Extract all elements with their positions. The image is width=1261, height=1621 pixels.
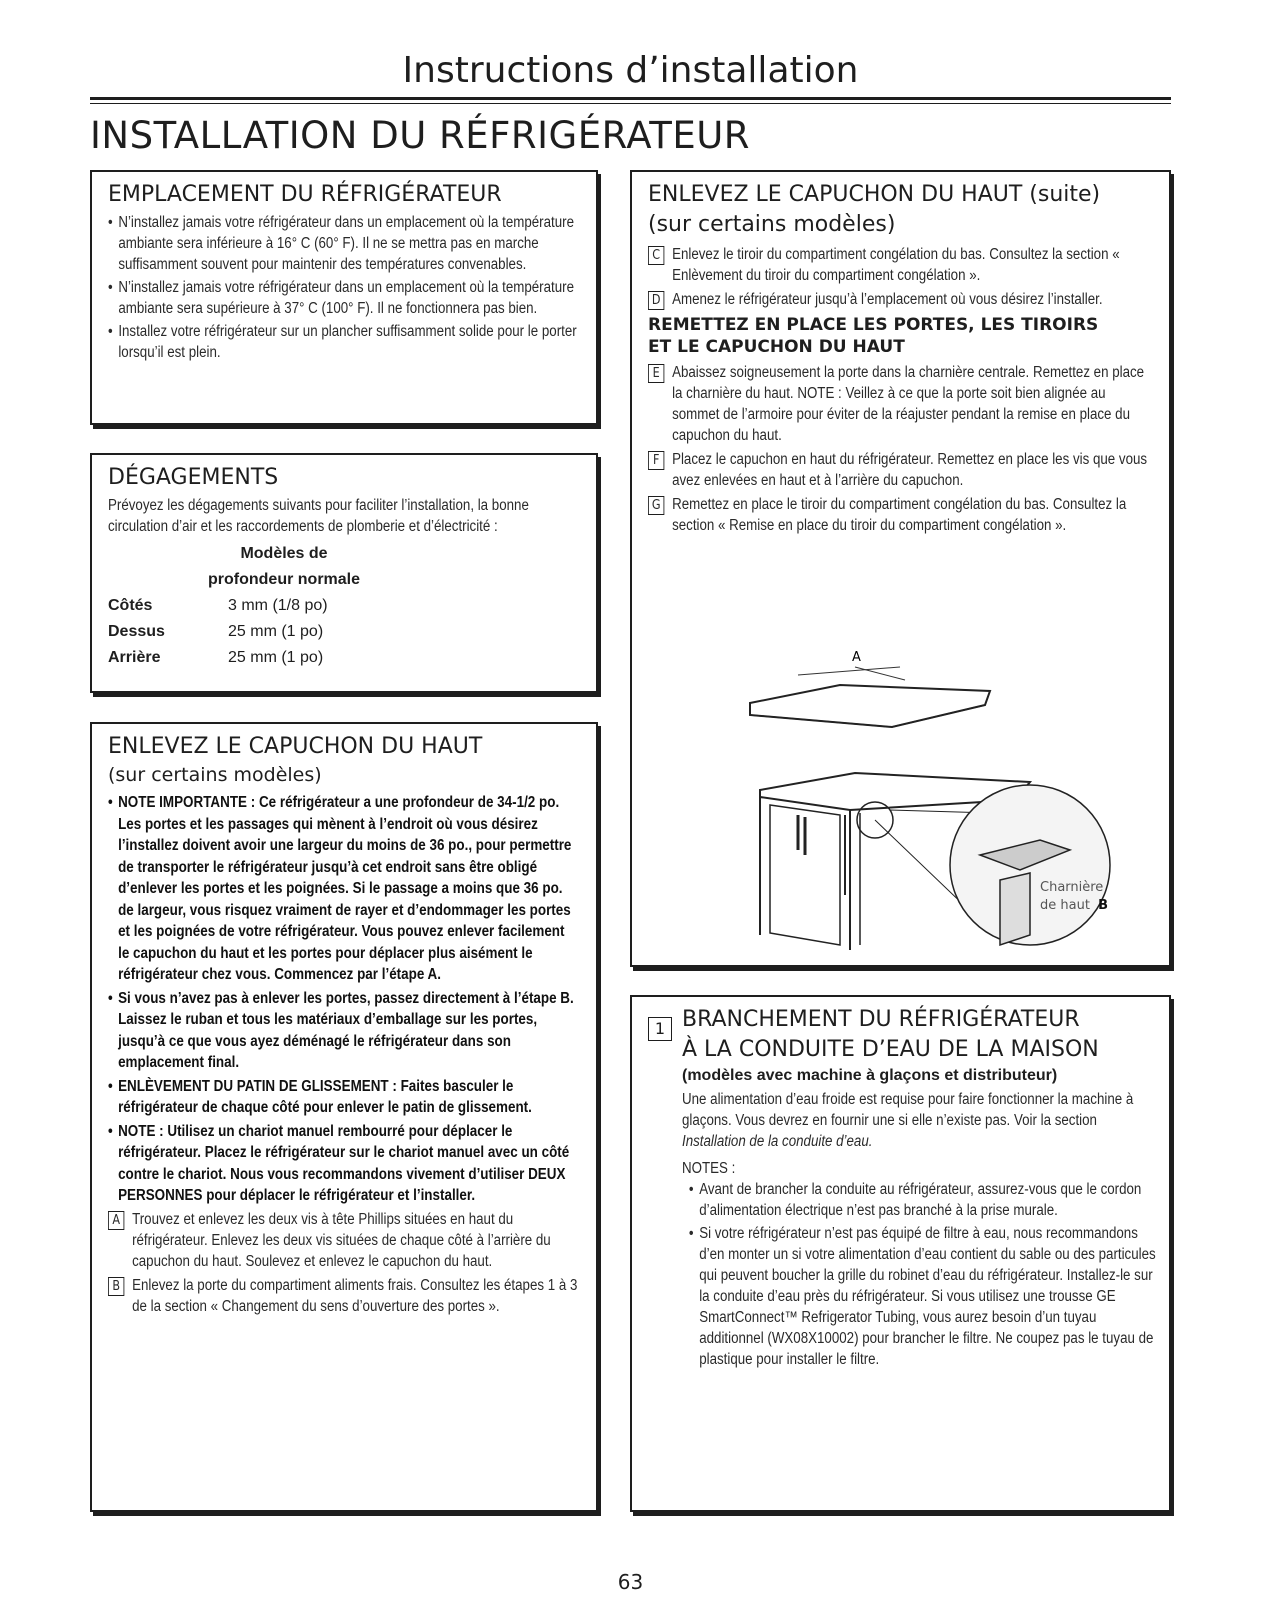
list-item: • Si votre réfrigérateur n’est pas équipé de filtre à eau, nous recommandons d’en monter un si votre alimentation d’eau contient du sable ou des particules qui peuvent boucher la grille du robinet d’eau du réfrigérateur. Installez-le sur la conduite d’eau près du réfrigérateur. Si vous utilisez une trousse GE SmartConnect™ Refrigerator Tubing, vous aurez besoin d’un tuyau additionnel (WX08X10002) pour brancher le filtre. Ne coupez pas le tuyau de plastique pour installer le filtre.: [689, 1223, 1159, 1370]
figure-label-a: A: [852, 650, 861, 665]
refrigerator-figure: [740, 645, 1120, 960]
step-a: [108, 1209, 579, 1272]
section-number: 1: [648, 1017, 672, 1041]
step-text: Trouvez et enlevez les deux vis à tête Phillips situées en haut du réfrigérateur. Enlevez les deux vis situées de chaque côté à l’arrière du capuchon du haut. Soulevez et enlevez le capuchon du haut.: [132, 1210, 551, 1270]
branchement-notes: [682, 1179, 1159, 1370]
intro-text: Une alimentation d’eau froide est requise pour faire fonctionner la machine à glaçons. Vous devrez en fournir une si elle n’existe pas. Voir la section: [682, 1091, 1134, 1129]
degagements-box: [90, 453, 598, 693]
row-value: 25 mm (1 po): [228, 623, 324, 640]
degagements-title: DÉGAGEMENTS: [108, 465, 279, 490]
table-row: [108, 619, 360, 645]
step-text: Remettez en place le tiroir du compartiment congélation du bas. Consultez la section « Remise en place du tiroir du compartiment congélation ».: [672, 496, 1127, 534]
branchement-box: [630, 995, 1171, 1512]
header-rule: [90, 97, 1171, 100]
step-b: [108, 1275, 579, 1317]
step-letter: C: [648, 246, 664, 265]
hinge-label-line-2: [1040, 898, 1108, 913]
suite-title: ENLEVEZ LE CAPUCHON DU HAUT (suite): [648, 182, 1101, 207]
list-item: • Avant de brancher la conduite au réfrigérateur, assurez-vous que le cordon d’alimentation électrique n’est pas branché à la prise murale.: [689, 1179, 1159, 1221]
col-header-line-1: Modèles de: [240, 545, 328, 562]
running-header: Instructions d’installation: [402, 50, 859, 91]
step-letter: D: [648, 291, 664, 310]
step-letter: A: [108, 1211, 124, 1230]
step-letter: G: [648, 496, 664, 515]
remettez-title: [648, 314, 1153, 358]
header-rule-thin: [90, 103, 1171, 104]
remettez-steps: [648, 362, 1152, 536]
row-label: Côtés: [108, 597, 153, 614]
hinge-label-line-1: Charnière: [1040, 880, 1104, 895]
branchement-title-line-1: BRANCHEMENT DU RÉFRIGÉRATEUR: [682, 1007, 1080, 1032]
step-letter: B: [108, 1277, 124, 1296]
list-item: • Si vous n’avez pas à enlever les portes, passez directement à l’étape B. Laissez le ruban et tous les matériaux d’emballage sur les portes, jusqu’à ce que vous ayez déménagé le réfrigérateur dans son emplacement final.: [108, 988, 576, 1074]
step-text: Amenez le réfrigérateur jusqu’à l’emplacement où vous désirez l’installer.: [672, 291, 1103, 308]
step-g: [648, 494, 1152, 536]
emplacement-list: [108, 212, 579, 363]
remettez-title-line-2: ET LE CAPUCHON DU HAUT: [648, 337, 905, 357]
list-item: • NOTE IMPORTANTE : Ce réfrigérateur a une profondeur de 34-1/2 po. Les portes et les passages qui mènent à l’endroit où vous désirez l’installez doivent avoir une largeur du moins de 36 po., pour permettre de transporter le réfrigérateur jusqu’à cet endroit sans être obligé d’enlever les portes et les poignées. Si le passage a moins que 36 po. de largeur, vous risquez vraiment de rayer et d’endommager les portes et les poignées de votre réfrigérateur. Vous pouvez enlever facilement le capuchon du haut et les portes pour déplacer plus aisément le réfrigérateur chez vous. Commencez par l’étape A.: [108, 792, 576, 986]
table-row: [108, 645, 360, 671]
branchement-subtitle: (modèles avec machine à glaçons et distributeur): [682, 1067, 1058, 1084]
capuchon-subtitle: (sur certains modèles): [108, 764, 322, 786]
col-header-line-2: profondeur normale: [208, 571, 361, 588]
step-d: [648, 289, 1152, 310]
emplacement-title: EMPLACEMENT DU RÉFRIGÉRATEUR: [108, 182, 502, 207]
step-c: [648, 244, 1152, 286]
step-f: [648, 449, 1152, 491]
row-label: Arrière: [108, 649, 161, 666]
list-item: • N’installez jamais votre réfrigérateur dans un emplacement où la température ambiante sera inférieure à 16° C (60° F). Il ne se mettra pas en marche suffisamment souvent pour maintenir des températures convenables.: [108, 212, 579, 275]
list-item: • N’installez jamais votre réfrigérateur dans un emplacement où la température ambiante sera supérieure à 37° C (100° F). Il ne fonctionnera pas bien.: [108, 277, 579, 319]
step-text: Enlevez la porte du compartiment aliments frais. Consultez les étapes 1 à 3 de la section « Changement du sens d’ouverture des portes ».: [132, 1276, 578, 1315]
degagements-intro: Prévoyez les dégagements suivants pour faciliter l’installation, la bonne circulation d’air et les raccordements de plomberie et d’électricité :: [108, 497, 529, 535]
step-letter: E: [648, 364, 664, 383]
row-value: 3 mm (1/8 po): [228, 597, 328, 614]
remettez-title-line-1: REMETTEZ EN PLACE LES PORTES, LES TIROIRS: [648, 315, 1099, 335]
capuchon-box: [90, 722, 598, 1512]
page-title: INSTALLATION DU RÉFRIGÉRATEUR: [90, 114, 750, 157]
capuchon-steps: [108, 1209, 579, 1317]
table-row: [108, 593, 360, 619]
emplacement-box: [90, 170, 598, 425]
capuchon-notes: [108, 792, 576, 1207]
capuchon-title: ENLEVEZ LE CAPUCHON DU HAUT: [108, 734, 483, 759]
figure-label-b: B: [1098, 898, 1108, 913]
list-item: • ENLÈVEMENT DU PATIN DE GLISSEMENT : Faites basculer le réfrigérateur de chaque côté pour enlever le patin de glissement.: [108, 1076, 576, 1119]
step-e: [648, 362, 1152, 446]
step-text: Abaissez soigneusement la porte dans la charnière centrale. Remettez en place la charnière du haut. NOTE : Veillez à ce que la porte soit bien alignée au sommet de l’armoire pour éviter de la réajuster pendant la remise en place du capuchon du haut.: [672, 364, 1145, 444]
step-letter: F: [648, 451, 664, 470]
list-item: • NOTE : Utilisez un chariot manuel rembourré pour déplacer le réfrigérateur. Placez le réfrigérateur sur le chariot manuel avec un côté contre le chariot. Nous vous recommandons vivement d’utiliser DEUX PERSONNES pour déplacer le réfrigérateur et l’installer.: [108, 1121, 576, 1207]
hinge-label-de-haut: de haut: [1040, 898, 1090, 913]
list-item: • Installez votre réfrigérateur sur un plancher suffisamment solide pour le porter lorsqu’il est plein.: [108, 321, 579, 363]
step-text: Enlevez le tiroir du compartiment congélation du bas. Consultez la section « Enlèvement du tiroir du compartiment congélation ».: [672, 246, 1120, 284]
page-number: 63: [617, 1570, 644, 1594]
row-label: Dessus: [108, 623, 165, 640]
intro-link-text: Installation de la conduite d’eau.: [682, 1133, 873, 1150]
step-text: Placez le capuchon en haut du réfrigérateur. Remettez en place les vis que vous avez enlevées en haut et à l’arrière du capuchon.: [672, 451, 1148, 489]
suite-steps: [648, 244, 1152, 310]
row-value: 25 mm (1 po): [228, 649, 324, 666]
suite-subtitle: (sur certains modèles): [648, 212, 896, 237]
notes-label: NOTES :: [682, 1160, 736, 1177]
clearance-table: [108, 541, 360, 671]
branchement-intro: [682, 1089, 1152, 1152]
branchement-title-line-2: À LA CONDUITE D’EAU DE LA MAISON: [682, 1037, 1099, 1062]
